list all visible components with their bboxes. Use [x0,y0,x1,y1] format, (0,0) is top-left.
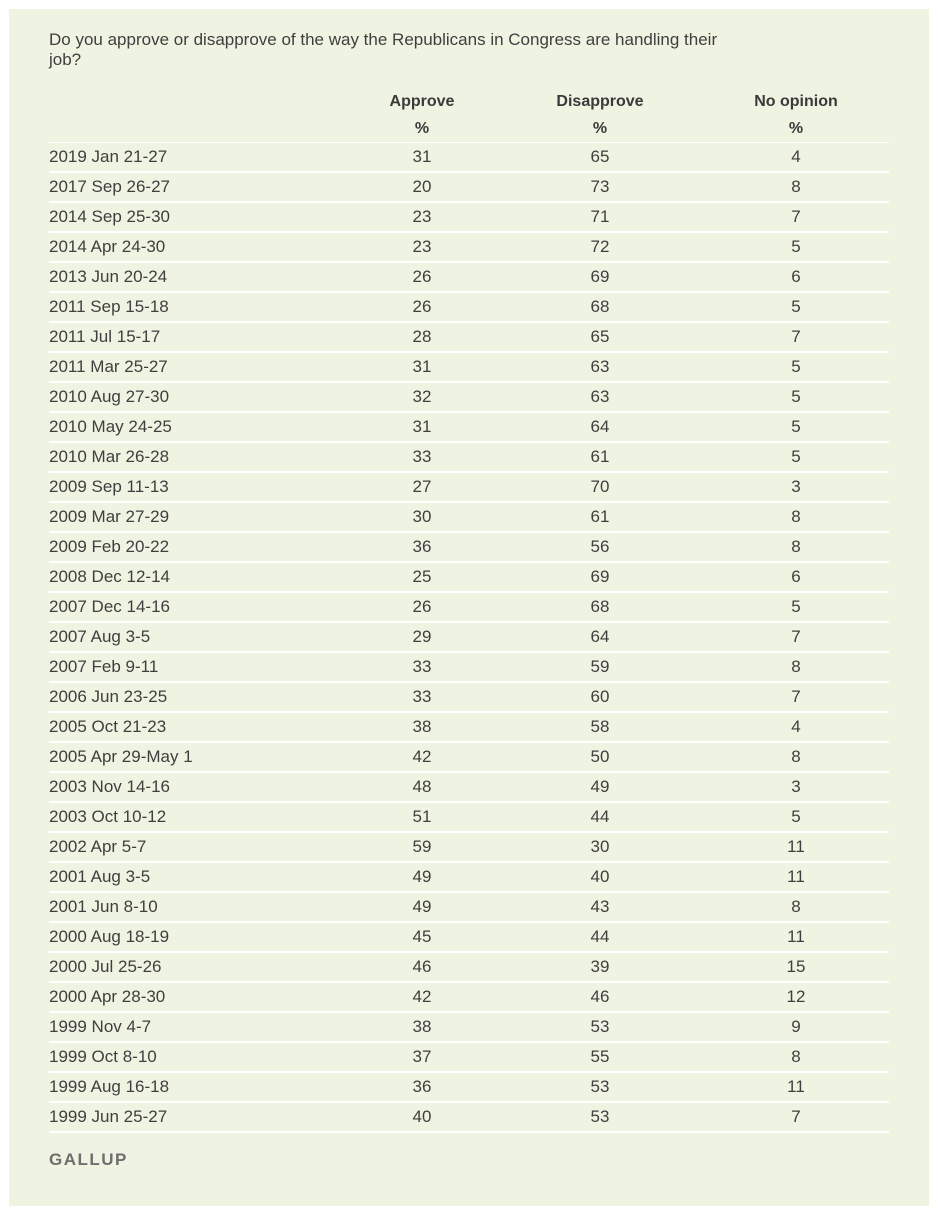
row-date: 2017 Sep 26-27 [49,177,170,196]
row-date: 2007 Aug 3-5 [49,627,151,646]
row-date: 1999 Jun 25-27 [49,1107,168,1126]
row-date: 2006 Jun 23-25 [49,687,168,706]
table-row [49,773,889,803]
row-disapprove: 46 [590,987,610,1006]
row-no-opinion: 3 [791,477,801,496]
table-row [49,473,889,503]
table-row [49,143,889,173]
row-disapprove: 39 [590,957,610,976]
table-row [49,683,889,713]
row-no-opinion: 5 [791,237,801,256]
row-date: 2010 Mar 26-28 [49,447,170,466]
row-date: 2014 Sep 25-30 [49,207,170,226]
row-disapprove: 43 [590,897,610,916]
row-date: 2000 Aug 18-19 [49,927,170,946]
header-approve: Approve [389,93,455,110]
table-row [49,593,889,623]
table-row [49,323,889,353]
table-row [49,1073,889,1103]
table-row [49,923,889,953]
row-approve: 45 [412,927,432,946]
header-row [49,88,889,116]
question-text: Do you approve or disapprove of the way the Republicans in Congress are handling their job? [49,30,718,69]
row-no-opinion: 15 [786,957,806,976]
row-approve: 26 [412,267,432,286]
row-approve: 42 [412,747,432,766]
row-date: 2010 May 24-25 [49,417,172,436]
row-approve: 23 [412,237,432,256]
row-no-opinion: 5 [791,387,801,406]
table-row [49,1103,889,1133]
row-date: 1999 Nov 4-7 [49,1017,152,1036]
row-date: 2005 Apr 29-May 1 [49,747,193,766]
table-row [49,353,889,383]
row-no-opinion: 4 [791,147,801,166]
gallup-logo: GALLUP [49,1150,128,1169]
table-row [49,263,889,293]
row-approve: 30 [412,507,432,526]
row-disapprove: 68 [590,597,610,616]
row-no-opinion: 11 [787,1077,805,1096]
row-date: 2000 Apr 28-30 [49,987,166,1006]
row-date: 2014 Apr 24-30 [49,237,166,256]
table-row [49,173,889,203]
row-date: 2011 Jul 15-17 [49,327,161,346]
row-approve: 31 [412,357,432,376]
row-no-opinion: 8 [791,507,801,526]
results-table [49,88,889,1133]
row-disapprove: 65 [590,147,610,166]
row-date: 2001 Jun 8-10 [49,897,158,916]
table-row [49,383,889,413]
row-date: 1999 Oct 8-10 [49,1047,157,1066]
row-no-opinion: 8 [791,177,801,196]
row-disapprove: 61 [590,507,610,526]
row-no-opinion: 11 [787,867,805,886]
row-disapprove: 69 [590,267,610,286]
row-approve: 29 [412,627,432,646]
row-approve: 40 [412,1107,432,1126]
row-no-opinion: 7 [791,327,801,346]
row-date: 2001 Aug 3-5 [49,867,151,886]
row-approve: 28 [412,327,432,346]
row-approve: 23 [412,207,432,226]
row-no-opinion: 8 [791,897,801,916]
row-date: 2007 Feb 9-11 [49,657,159,676]
table-row [49,623,889,653]
row-no-opinion: 7 [791,207,801,226]
row-approve: 33 [412,447,432,466]
row-approve: 49 [412,867,432,886]
row-no-opinion: 4 [791,717,801,736]
row-disapprove: 53 [590,1107,610,1126]
table-body [49,143,889,1133]
table-row [49,1013,889,1043]
row-disapprove: 60 [590,687,610,706]
table-row [49,293,889,323]
row-approve: 36 [412,537,432,556]
row-disapprove: 44 [590,807,610,826]
row-disapprove: 73 [590,177,610,196]
row-no-opinion: 6 [791,567,801,586]
row-no-opinion: 8 [791,1047,801,1066]
unit-no-opinion: % [788,120,804,137]
table-row [49,533,889,563]
table-row [49,983,889,1013]
row-date: 2009 Mar 27-29 [49,507,170,526]
row-no-opinion: 5 [791,597,801,616]
row-disapprove: 53 [590,1017,610,1036]
row-no-opinion: 6 [791,267,801,286]
row-date: 2013 Jun 20-24 [49,267,168,286]
row-no-opinion: 9 [791,1017,801,1036]
row-no-opinion: 12 [786,987,806,1006]
row-disapprove: 53 [590,1077,610,1096]
table-row [49,953,889,983]
row-no-opinion: 7 [791,627,801,646]
table-row [49,233,889,263]
table-row [49,203,889,233]
row-disapprove: 71 [590,207,610,226]
row-no-opinion: 5 [791,297,801,316]
row-approve: 26 [412,597,432,616]
row-approve: 31 [412,147,432,166]
row-approve: 36 [412,1077,432,1096]
row-disapprove: 63 [590,357,610,376]
row-disapprove: 44 [590,927,610,946]
row-approve: 38 [412,1017,432,1036]
row-approve: 20 [412,177,432,196]
row-date: 2011 Sep 15-18 [49,297,169,316]
row-disapprove: 61 [590,447,610,466]
row-disapprove: 64 [590,417,610,436]
unit-approve: % [414,120,430,137]
row-approve: 26 [412,297,432,316]
row-no-opinion: 8 [791,657,801,676]
row-approve: 51 [412,807,432,826]
row-date: 2003 Nov 14-16 [49,777,170,796]
table-row [49,833,889,863]
row-approve: 25 [412,567,432,586]
row-approve: 46 [412,957,432,976]
table-row [49,413,889,443]
row-no-opinion: 3 [791,777,801,796]
row-approve: 27 [412,477,432,496]
row-no-opinion: 7 [791,687,801,706]
row-no-opinion: 11 [787,927,805,946]
row-approve: 49 [412,897,432,916]
row-disapprove: 70 [590,477,610,496]
table-row [49,443,889,473]
row-approve: 33 [412,657,432,676]
row-date: 2005 Oct 21-23 [49,717,167,736]
row-approve: 31 [412,417,432,436]
table-row [49,803,889,833]
row-approve: 42 [412,987,432,1006]
row-disapprove: 30 [590,837,610,856]
table-row [49,653,889,683]
table-row [49,1043,889,1073]
row-no-opinion: 8 [791,537,801,556]
header-disapprove: Disapprove [556,93,644,110]
row-date: 1999 Aug 16-18 [49,1077,170,1096]
table-row [49,893,889,923]
row-approve: 38 [412,717,432,736]
row-approve: 33 [412,687,432,706]
row-disapprove: 64 [590,627,610,646]
row-disapprove: 58 [590,717,610,736]
row-date: 2003 Oct 10-12 [49,807,167,826]
row-disapprove: 49 [590,777,610,796]
unit-disapprove: % [592,120,608,137]
row-date: 2010 Aug 27-30 [49,387,170,406]
row-approve: 59 [412,837,432,856]
row-date: 2019 Jan 21-27 [49,147,168,166]
table-row [49,743,889,773]
row-no-opinion: 5 [791,447,801,466]
row-disapprove: 55 [590,1047,610,1066]
row-disapprove: 56 [590,537,610,556]
row-disapprove: 50 [590,747,610,766]
row-disapprove: 63 [590,387,610,406]
unit-row [49,116,889,143]
row-disapprove: 69 [590,567,610,586]
header-no-opinion: No opinion [754,93,838,110]
row-no-opinion: 8 [791,747,801,766]
row-date: 2007 Dec 14-16 [49,597,170,616]
row-no-opinion: 5 [791,357,801,376]
row-approve: 32 [412,387,432,406]
row-date: 2008 Dec 12-14 [49,567,170,586]
table-row [49,503,889,533]
table-row [49,863,889,893]
table-row [49,713,889,743]
row-no-opinion: 7 [791,1107,801,1126]
row-disapprove: 40 [590,867,610,886]
row-no-opinion: 5 [791,417,801,436]
row-date: 2002 Apr 5-7 [49,837,147,856]
row-date: 2011 Mar 25-27 [49,357,168,376]
table-row [49,563,889,593]
row-disapprove: 72 [590,237,610,256]
row-approve: 37 [412,1047,432,1066]
row-disapprove: 59 [590,657,610,676]
row-disapprove: 68 [590,297,610,316]
row-date: 2000 Jul 25-26 [49,957,162,976]
table-panel [9,9,929,1206]
row-date: 2009 Feb 20-22 [49,537,170,556]
row-date: 2009 Sep 11-13 [49,477,169,496]
row-no-opinion: 5 [791,807,801,826]
row-disapprove: 65 [590,327,610,346]
row-no-opinion: 11 [787,837,805,856]
row-approve: 48 [412,777,432,796]
